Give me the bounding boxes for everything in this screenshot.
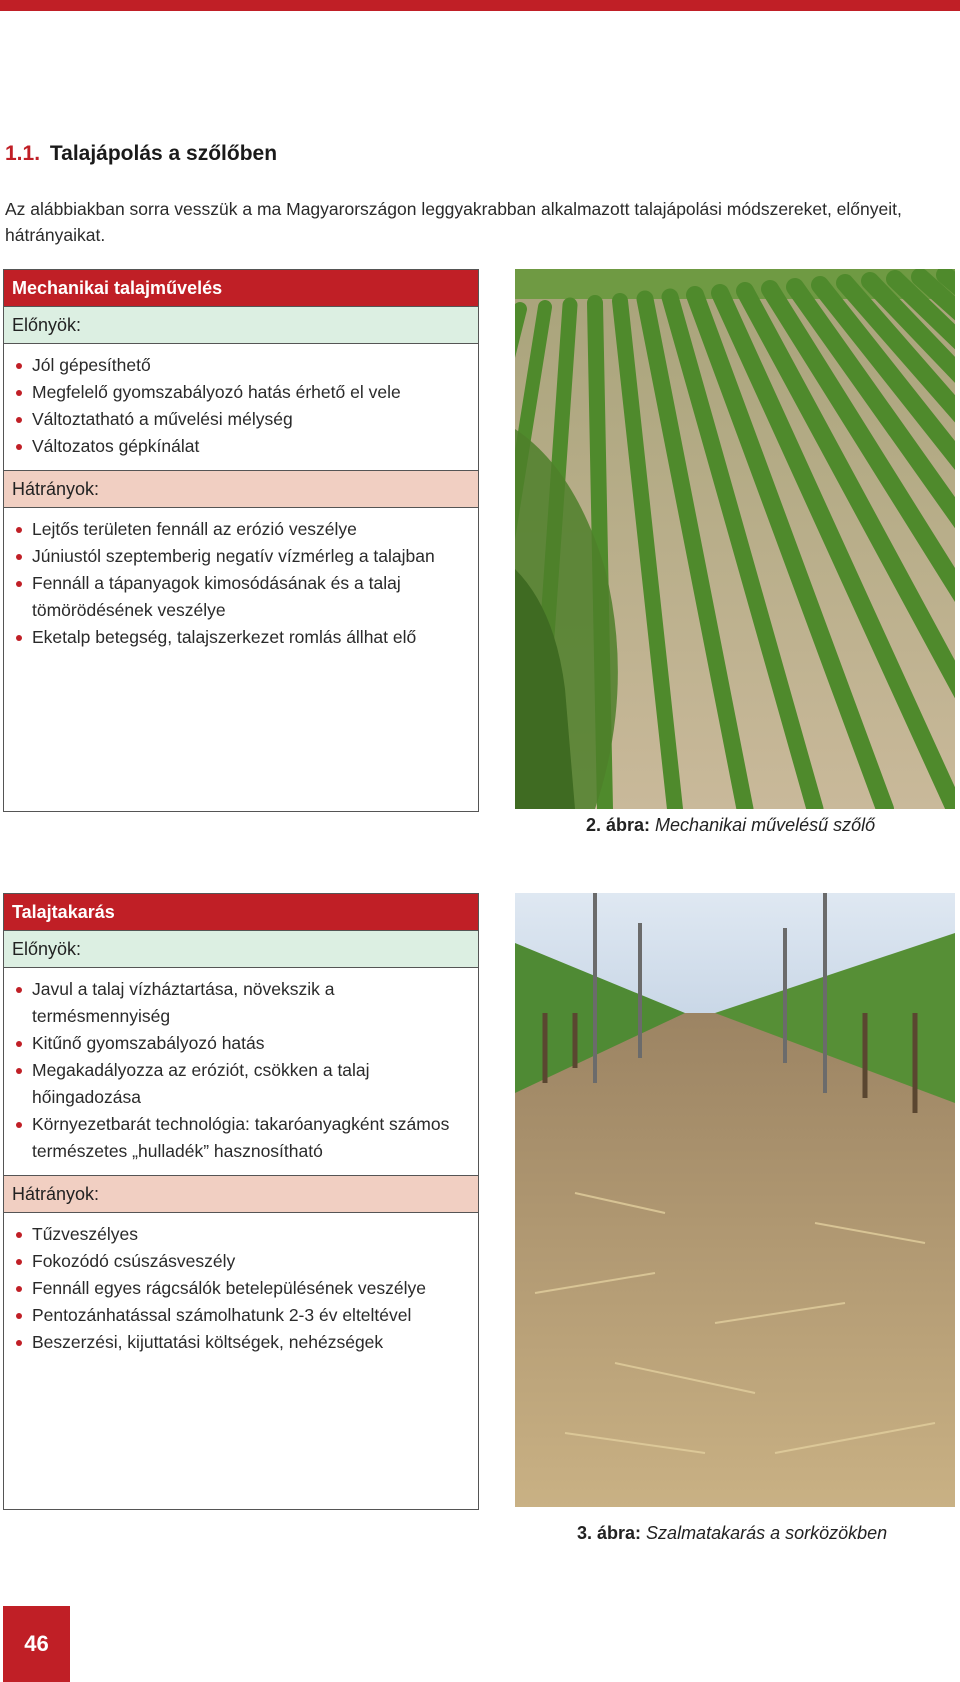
- cons-list: [4, 1213, 478, 1366]
- cons-list: [4, 508, 478, 661]
- list-item: Jól gépesíthető: [14, 352, 468, 379]
- list-item: Fennáll egyes rágcsálók betelepülésének veszélye: [14, 1275, 468, 1302]
- box-title: Mechanikai talajművelés: [4, 270, 478, 306]
- list-item: Tűzveszélyes: [14, 1221, 468, 1248]
- list-item: Megfelelő gyomszabályozó hatás érhető el vele: [14, 379, 468, 406]
- mulching-box: [3, 893, 479, 1510]
- list-item: Változtatható a művelési mélység: [14, 406, 468, 433]
- box-title: Talajtakarás: [4, 894, 478, 930]
- page-number: 46: [24, 1631, 49, 1656]
- section-heading: [5, 142, 277, 166]
- cons-label: Hátrányok:: [4, 470, 478, 508]
- section-title: Talajápolás a szőlőben: [49, 142, 278, 165]
- list-item: Változatos gépkínálat: [14, 433, 468, 460]
- list-item: Fennáll a tápanyagok kimosódásának és a talaj tömörödésének veszélye: [14, 570, 468, 624]
- pros-label: Előnyök:: [4, 306, 478, 344]
- straw-mulch-photo: [515, 893, 955, 1507]
- intro-paragraph: Az alábbiakban sorra vesszük a ma Magyarországon leggyakrabban alkalmazott talajápolási módszereket, előnyeit, hátrányaikat.: [5, 199, 902, 245]
- figure-caption-3: [577, 1523, 887, 1544]
- figure-caption-text: Szalmatakarás a sorközökben: [646, 1523, 888, 1543]
- section-number: 1.1.: [5, 142, 41, 165]
- page-number-badge: [3, 1606, 70, 1682]
- list-item: Lejtős területen fennáll az erózió veszélye: [14, 516, 468, 543]
- list-item: Javul a talaj vízháztartása, növekszik a termésmennyiség: [14, 976, 468, 1030]
- figure-caption-2: [586, 815, 875, 836]
- mechanical-tillage-box: [3, 269, 479, 812]
- list-item: Eketalp betegség, talajszerkezet romlás állhat elő: [14, 624, 468, 651]
- figure-label: 3. ábra:: [577, 1523, 642, 1543]
- cons-label: Hátrányok:: [4, 1175, 478, 1213]
- vineyard-rows-photo: [515, 269, 955, 809]
- list-item: Kitűnő gyomszabályozó hatás: [14, 1030, 468, 1057]
- pros-list: [4, 344, 478, 470]
- list-item: Megakadályozza az eróziót, csökken a talaj hőingadozása: [14, 1057, 468, 1111]
- pros-list: [4, 968, 478, 1175]
- list-item: Júniustól szeptemberig negatív vízmérleg a talajban: [14, 543, 468, 570]
- list-item: Pentozánhatással számolhatunk 2-3 év elteltével: [14, 1302, 468, 1329]
- list-item: Beszerzési, kijuttatási költségek, nehézségek: [14, 1329, 468, 1356]
- figure-label: 2. ábra:: [586, 815, 651, 835]
- list-item: Környezetbarát technológia: takaróanyagként számos természetes „hulladék” hasznosítható: [14, 1111, 468, 1165]
- figure-caption-text: Mechanikai művelésű szőlő: [655, 815, 876, 835]
- top-accent-bar: [0, 0, 960, 11]
- pros-label: Előnyök:: [4, 930, 478, 968]
- list-item: Fokozódó csúszásveszély: [14, 1248, 468, 1275]
